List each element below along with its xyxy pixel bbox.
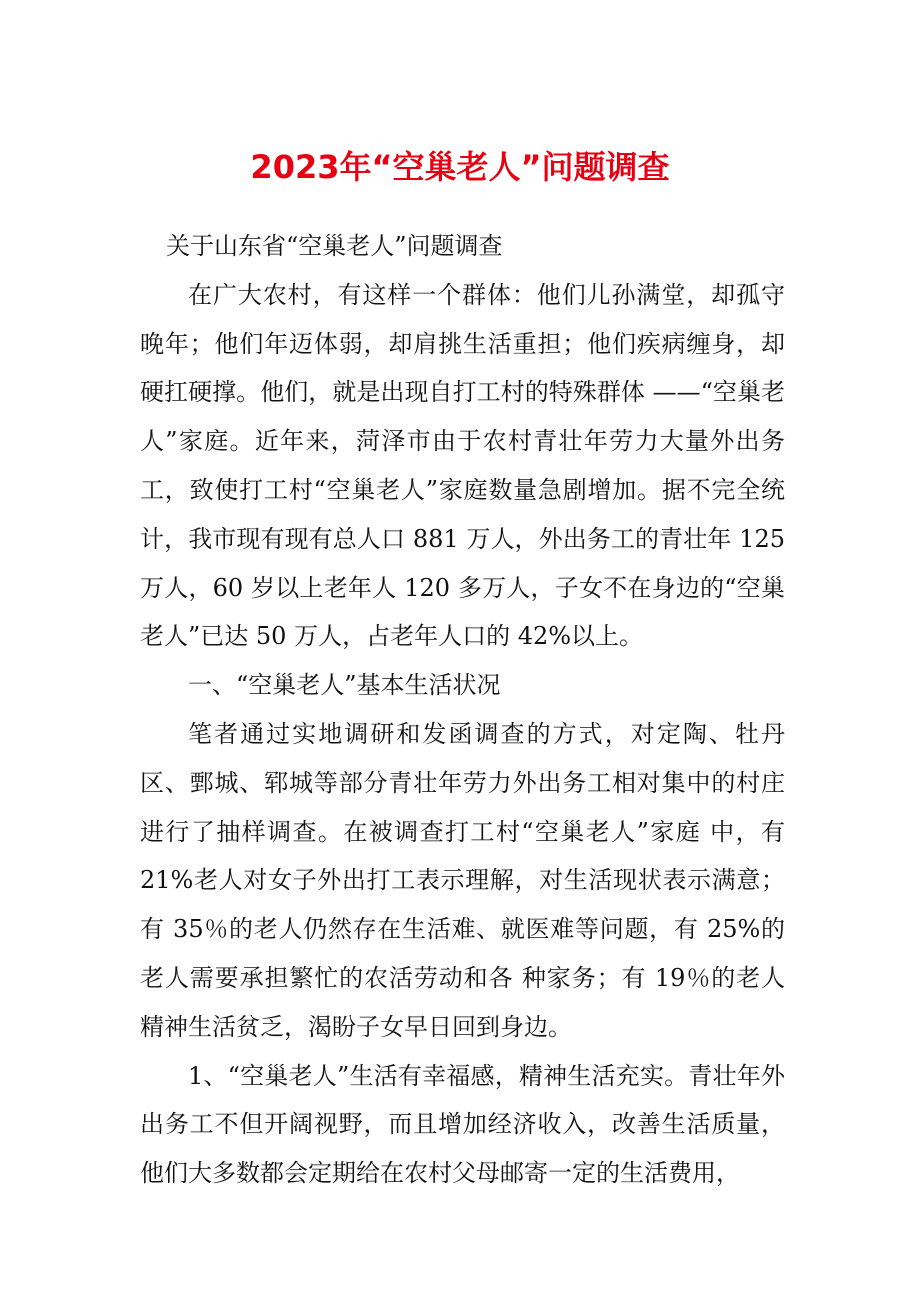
section-heading: 一、“空巢老人”基本生活状况 xyxy=(188,671,501,700)
document-body xyxy=(140,222,785,1198)
body-paragraph: 在广大农村，有这样一个群体：他们儿孙满堂，却孤守晚年；他们年迈体弱，却肩挑生活重担；他们疾病缠身，却硬扛硬撑。他们，就是出现自打工村的特殊群体 ——“空巢老人”家庭。近年来，菏泽市由于农村青壮年劳力大量外出务工，致使打工村“空巢老人”家庭数量急剧增加。据不完全统计，我市现有现有总人口 881 万人，外出务工的青壮年 125 万人，60 岁以上老年人 120 多万人，子女不在身边的“空巢老人”已达 50 万人，占老年人口的 42%以上。 xyxy=(140,280,785,651)
body-paragraph: 1、“空巢老人”生活有幸福感，精神生活充实。青壮年外出务工不但开阔视野，而且增加经济收入，改善生活质量，他们大多数都会定期给在农村父母邮寄一定的生活费用， xyxy=(140,1061,785,1188)
document-title: 2023年“空巢老人”问题调查 xyxy=(250,148,670,186)
subtitle-paragraph: 关于山东省“空巢老人”问题调查 xyxy=(166,232,503,260)
body-paragraph: 笔者通过实地调研和发函调查的方式，对定陶、牡丹区、鄄城、郓城等部分青壮年劳力外出务工相对集中的村庄进行了抽样调查。在被调查打工村“空巢老人”家庭 中，有 21%老人对女子外出打工表示理解，对生活现状表示满意；有 35％的老人仍然存在生活难、就医难等问题，有 25%的老人需要承担繁忙的农活劳动和各 种家务；有 19％的老人精神生活贫乏，渴盼子女早日回到身边。 xyxy=(140,719,785,1041)
